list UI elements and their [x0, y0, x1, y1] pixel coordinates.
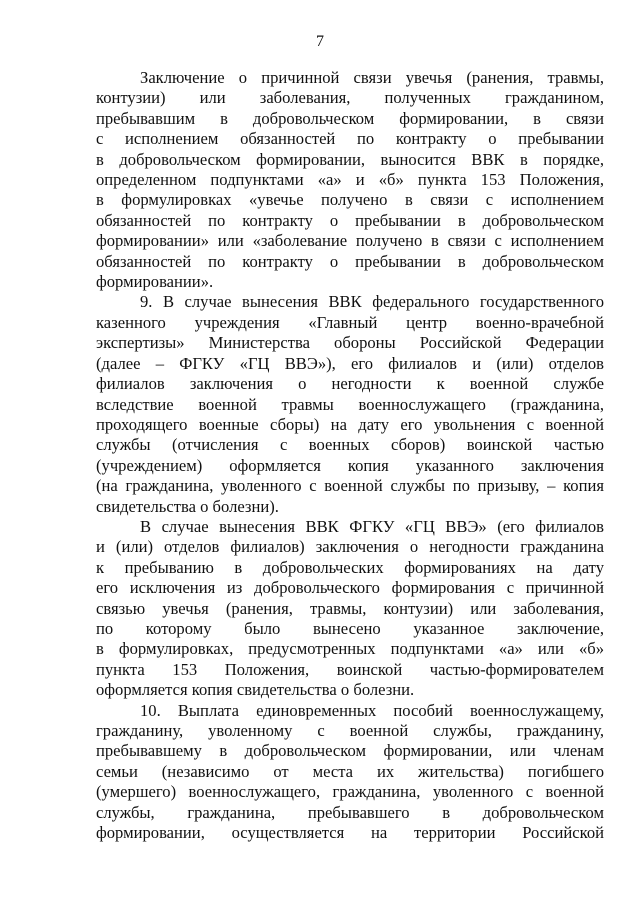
document-body: [96, 68, 604, 843]
paragraph-volunteer-case: [96, 517, 604, 701]
paragraph-conclusion: [96, 68, 604, 292]
text-line: в добровольческом формировании, выносится ВВК в порядке,: [96, 149, 604, 169]
text-line: гражданину, уволенному с военной службы, гражданину,: [96, 721, 604, 740]
text-line: обязанностей по контракту о пребывании в добровольческом: [96, 251, 604, 271]
text-line: определенном подпунктами «а» и «б» пункта 153 Положения,: [96, 170, 604, 190]
text-line: В случае вынесения ВВК ФГКУ «ГЦ ВВЭ» (его филиалов: [140, 516, 604, 536]
text-line: вследствие военной травмы военнослужащего (гражданина,: [96, 394, 604, 414]
text-line: связью увечья (ранения, травмы, контузии) или заболевания,: [96, 598, 604, 618]
text-line: контузии) или заболевания, полученных гражданином,: [96, 88, 604, 108]
text-line: в формулировках «увечье получено в связи с исполнением: [96, 190, 604, 210]
text-line: его исключения из добровольческого формирования с причинной: [96, 578, 604, 598]
paragraph-item-9: [96, 292, 604, 516]
text-line: пребывавшему в добровольческом формировании, или членам: [96, 741, 604, 761]
page-number: 7: [316, 33, 324, 50]
text-line: пункта 153 Положения, воинской частью-формирователем: [96, 659, 604, 679]
text-line: формировании, осуществляется на территории Российской: [96, 823, 604, 843]
text-line: филиалов заключения о негодности к военной службе: [96, 374, 604, 394]
text-line: казенного учреждения «Главный центр военно-врачебной: [96, 312, 604, 332]
text-line: и (или) отделов филиалов) заключения о негодности гражданина: [96, 537, 604, 557]
text-line: (умершего) военнослужащего, гражданина, уволенного с военной: [96, 782, 604, 802]
text-line: службы, гражданина, пребывавшего в добровольческом: [96, 802, 604, 822]
text-line: формировании».: [96, 272, 214, 292]
paragraph-item-10: [96, 701, 604, 844]
text-line: оформляется копия свидетельства о болезни.: [96, 680, 415, 700]
text-line: Заключение о причинной связи увечья (ранения, травмы,: [140, 68, 604, 87]
text-line: пребывавшим в добровольческом формировании, в связи: [96, 108, 604, 128]
text-line: службы (отчисления с военных сборов) воинской частью: [96, 435, 604, 455]
text-line: в формулировках, предусмотренных подпунктами «а» или «б»: [96, 639, 604, 659]
text-line: семьи (независимо от места их жительства) погибшего: [96, 761, 604, 781]
text-line: формировании» или «заболевание получено в связи с исполнением: [96, 231, 604, 251]
text-line: (на гражданина, уволенного с военной службы по призыву, – копия: [96, 476, 604, 496]
text-line: обязанностей по контракту о пребывании в добровольческом: [96, 210, 604, 230]
text-line: по которому было вынесено указанное заключение,: [96, 618, 604, 638]
text-line: свидетельства о болезни).: [96, 496, 279, 516]
text-line: к пребыванию в добровольческих формированиях на дату: [96, 557, 604, 577]
text-line: 10. Выплата единовременных пособий военнослужащему,: [140, 700, 604, 720]
text-line: (учреждением) оформляется копия указанного заключения: [96, 455, 604, 475]
text-line: (далее – ФГКУ «ГЦ ВВЭ»), его филиалов и (или) отделов: [96, 353, 604, 373]
text-line: экспертизы» Министерства обороны Российской Федерации: [96, 333, 604, 353]
text-line: с исполнением обязанностей по контракту о пребывании: [96, 129, 604, 149]
text-line: 9. В случае вынесения ВВК федерального государственного: [140, 292, 604, 312]
text-line: проходящего военные сборы) на дату его увольнения с военной: [96, 414, 604, 434]
